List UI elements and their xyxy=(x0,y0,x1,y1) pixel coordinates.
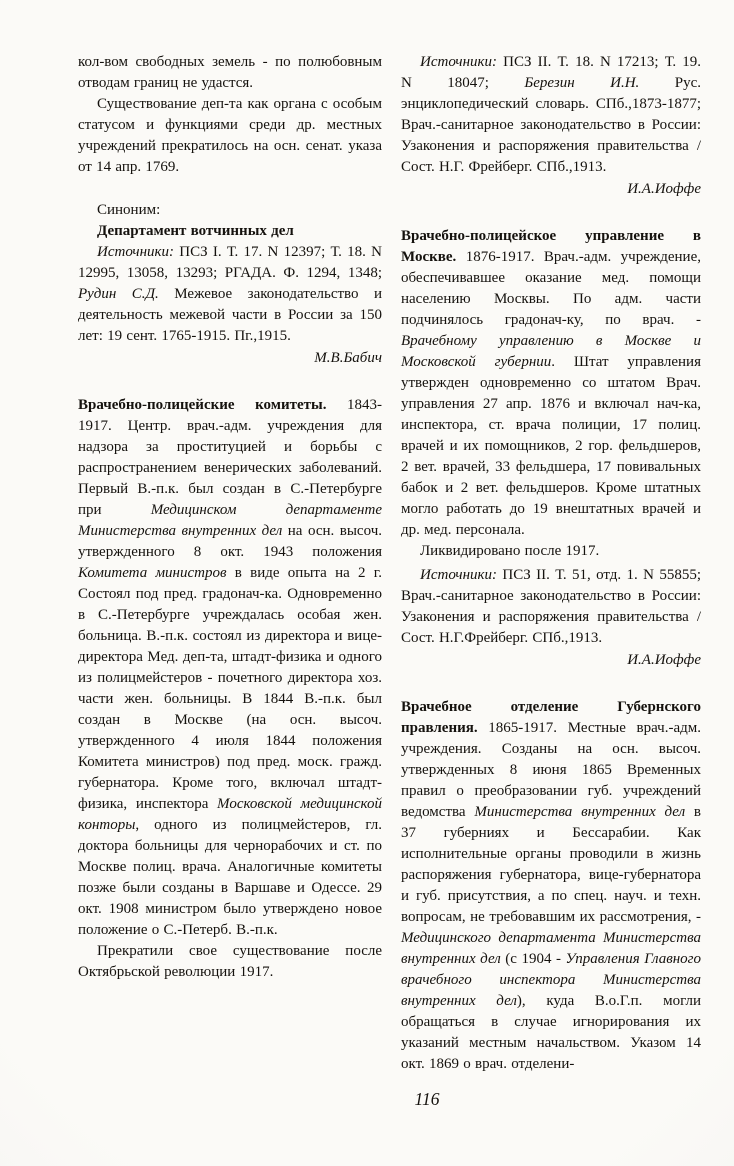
entry-text: . Штат управления утвержден одновременно со штатом Врач. управления 27 апр. 1876 и включал нач-ка, инспектора, ст. врача полиции, 17 полиц. врачей и их помощников, 2 гор. фельдшеров, 2 вет. врачей, 33 фельдшера, 17 повивальных бабок и 2 вет. фельдшеров. Кроме штатных могло работать до 19 внештатных врачей и др. мед. персонала. xyxy=(401,354,701,538)
entry-term-italic: Московской медицинской конторы xyxy=(78,796,382,833)
sources-text: ПСЗ II. Т. 51, отд. 1. N 55855; Врач.-санитарное законодательство в России: Узаконения и распоряжения правительства /Сост. Н.Г.Фрейберг. СПб.,1913. xyxy=(401,567,701,646)
body-paragraph: Существование деп-та как органа с особым статусом и функциями среди др. местных учреждений прекратилось на осн. сенат. указа от 14 апр. 1769. xyxy=(78,96,382,175)
body-paragraph: Ликвидировано после 1917. xyxy=(420,543,600,559)
entry-headword: Врачебно-полицейское управление в Москве. xyxy=(401,228,701,265)
entry-vrachebno-politseyskoe-upravlenie xyxy=(401,226,701,541)
author-signature: И.А.Иоффе xyxy=(627,652,701,668)
continuation-paragraph: кол-вом свободных земель - по полюбовным отводам границ не удастся. xyxy=(78,54,382,91)
entry-text: в 37 губерниях и Бессарабии. Как исполнительные органы проводили в жизнь распоряжения губернатора, вице-губернатора и губ. присутствия, а по спец. науч. и техн. вопросам, не требовавшим их рассмотрения, - xyxy=(401,804,701,925)
sources-paragraph xyxy=(78,242,382,347)
sources-paragraph xyxy=(401,52,701,178)
entry-text: 1876-1917. Врач.-адм. учреждение, обеспечивавшее оказание мед. помощи населению Москвы. По адм. части подчинялось градонач-ку, по врач. - xyxy=(401,249,701,328)
entry-headword: Врачебное отделение Губернского правления. xyxy=(401,699,701,736)
two-column-layout xyxy=(78,52,701,1075)
entry-vrachebno-politseyskie-komitety xyxy=(78,395,382,941)
sources-label: Источники: xyxy=(420,54,498,70)
left-column xyxy=(78,52,382,983)
entry-term-italic: Комитета министров xyxy=(78,565,227,581)
author-signature: М.В.Бабич xyxy=(314,350,382,366)
sources-text: ПСЗ I. Т. 17. N 12397; Т. 18. N 12995, 13058, 13293; РГАДА. Ф. 1294, 1348; xyxy=(78,244,382,281)
entry-text: , одного из полицмейстеров, гл. доктора больницы для чернорабочих и ст. по Москве полиц. врача. Аналогичные комитеты позже были созданы в Варшаве и Одессе. 29 окт. 1908 министром было утверждено новое положение о С.-Петерб. В.-п.к. xyxy=(78,817,382,938)
sources-label: Источники: xyxy=(420,567,498,583)
synonym-label: Синоним: xyxy=(97,202,161,218)
sources-label: Источники: xyxy=(97,244,175,260)
entry-term-italic: Врачебному управлению в Москве и Московской губернии xyxy=(401,333,701,370)
synonym-term: Департамент вотчинных дел xyxy=(97,223,294,239)
page-number: 116 xyxy=(414,1089,440,1109)
entry-term-italic: Медицинском департаменте Министерства внутренних дел xyxy=(78,502,382,539)
entry-headword: Врачебно-полицейские комитеты. xyxy=(78,397,327,413)
entry-text: ), куда В.о.Г.п. могли обращаться в случае игнорирования их указаний местным начальством. Указом 14 окт. 1869 о врач. отделени- xyxy=(401,993,701,1072)
sources-author: Рудин С.Д. xyxy=(78,286,159,302)
sources-text: Рус. энциклопедический словарь. СПб.,1873-1877; Врач.-санитарное законодательство в России: Узаконения и распоряжения правительства /Сост. Н.Г. Фрейберг. СПб.,1913. xyxy=(401,75,701,175)
entry-term-italic: Медицинского департамента Министерства внутренних дел xyxy=(401,930,701,967)
entry-term-italic: Министерства внутренних дел xyxy=(474,804,686,820)
entry-text: 1843-1917. Центр. врач.-адм. учреждения для надзора за проституцией и борьбы с распространением венерических заболеваний. Первый В.-п.к. был создан в С.-Петербурге при xyxy=(78,397,382,518)
sources-paragraph xyxy=(401,565,701,649)
author-signature: И.А.Иоффе xyxy=(627,181,701,197)
body-paragraph: Прекратили свое существование после Октябрьской революции 1917. xyxy=(78,943,382,980)
right-column xyxy=(401,52,701,1075)
entry-term-italic: Управления Главного врачебного инспектора Министерства внутренних дел xyxy=(401,951,701,1009)
sources-author: Березин И.Н. xyxy=(524,75,640,91)
entry-vrachebnoe-otdelenie xyxy=(401,697,701,1075)
entry-text: 1865-1917. Местные врач.-адм. учреждения. Созданы на осн. высоч. утвержденных 8 июня 1865 Временных правил о преобразовании губ. учреждений ведомства xyxy=(401,720,701,820)
entry-text: (с 1904 - xyxy=(500,951,566,967)
entry-text: в виде опыта на 2 г. Состоял под пред. градонач-ка. Одновременно в С.-Петербурге учреждалась особая жен. больница. В.-п.к. состоял из директора и вице-директора Мед. деп-та, штадт-физика и одного из полицмейстеров - почетного директора хоз. части жен. больницы. В 1844 В.-п.к. был создан в Москве (на осн. высоч. утвержденного 4 июля 1844 положения Комитета министров) под пред. моск. гражд. губернатора. Кроме того, включал штадт-физика, инспектора xyxy=(78,565,382,812)
sources-text: Межевое законодательство и деятельность межевой части в России за 150 лет: 19 сент. 1765-1915. Пг.,1915. xyxy=(78,286,382,344)
sources-text: ПСЗ II. Т. 18. N 17213; Т. 19. N 18047; xyxy=(401,54,701,91)
entry-text: на осн. высоч. утвержденного 8 окт. 1943 положения xyxy=(78,523,382,560)
